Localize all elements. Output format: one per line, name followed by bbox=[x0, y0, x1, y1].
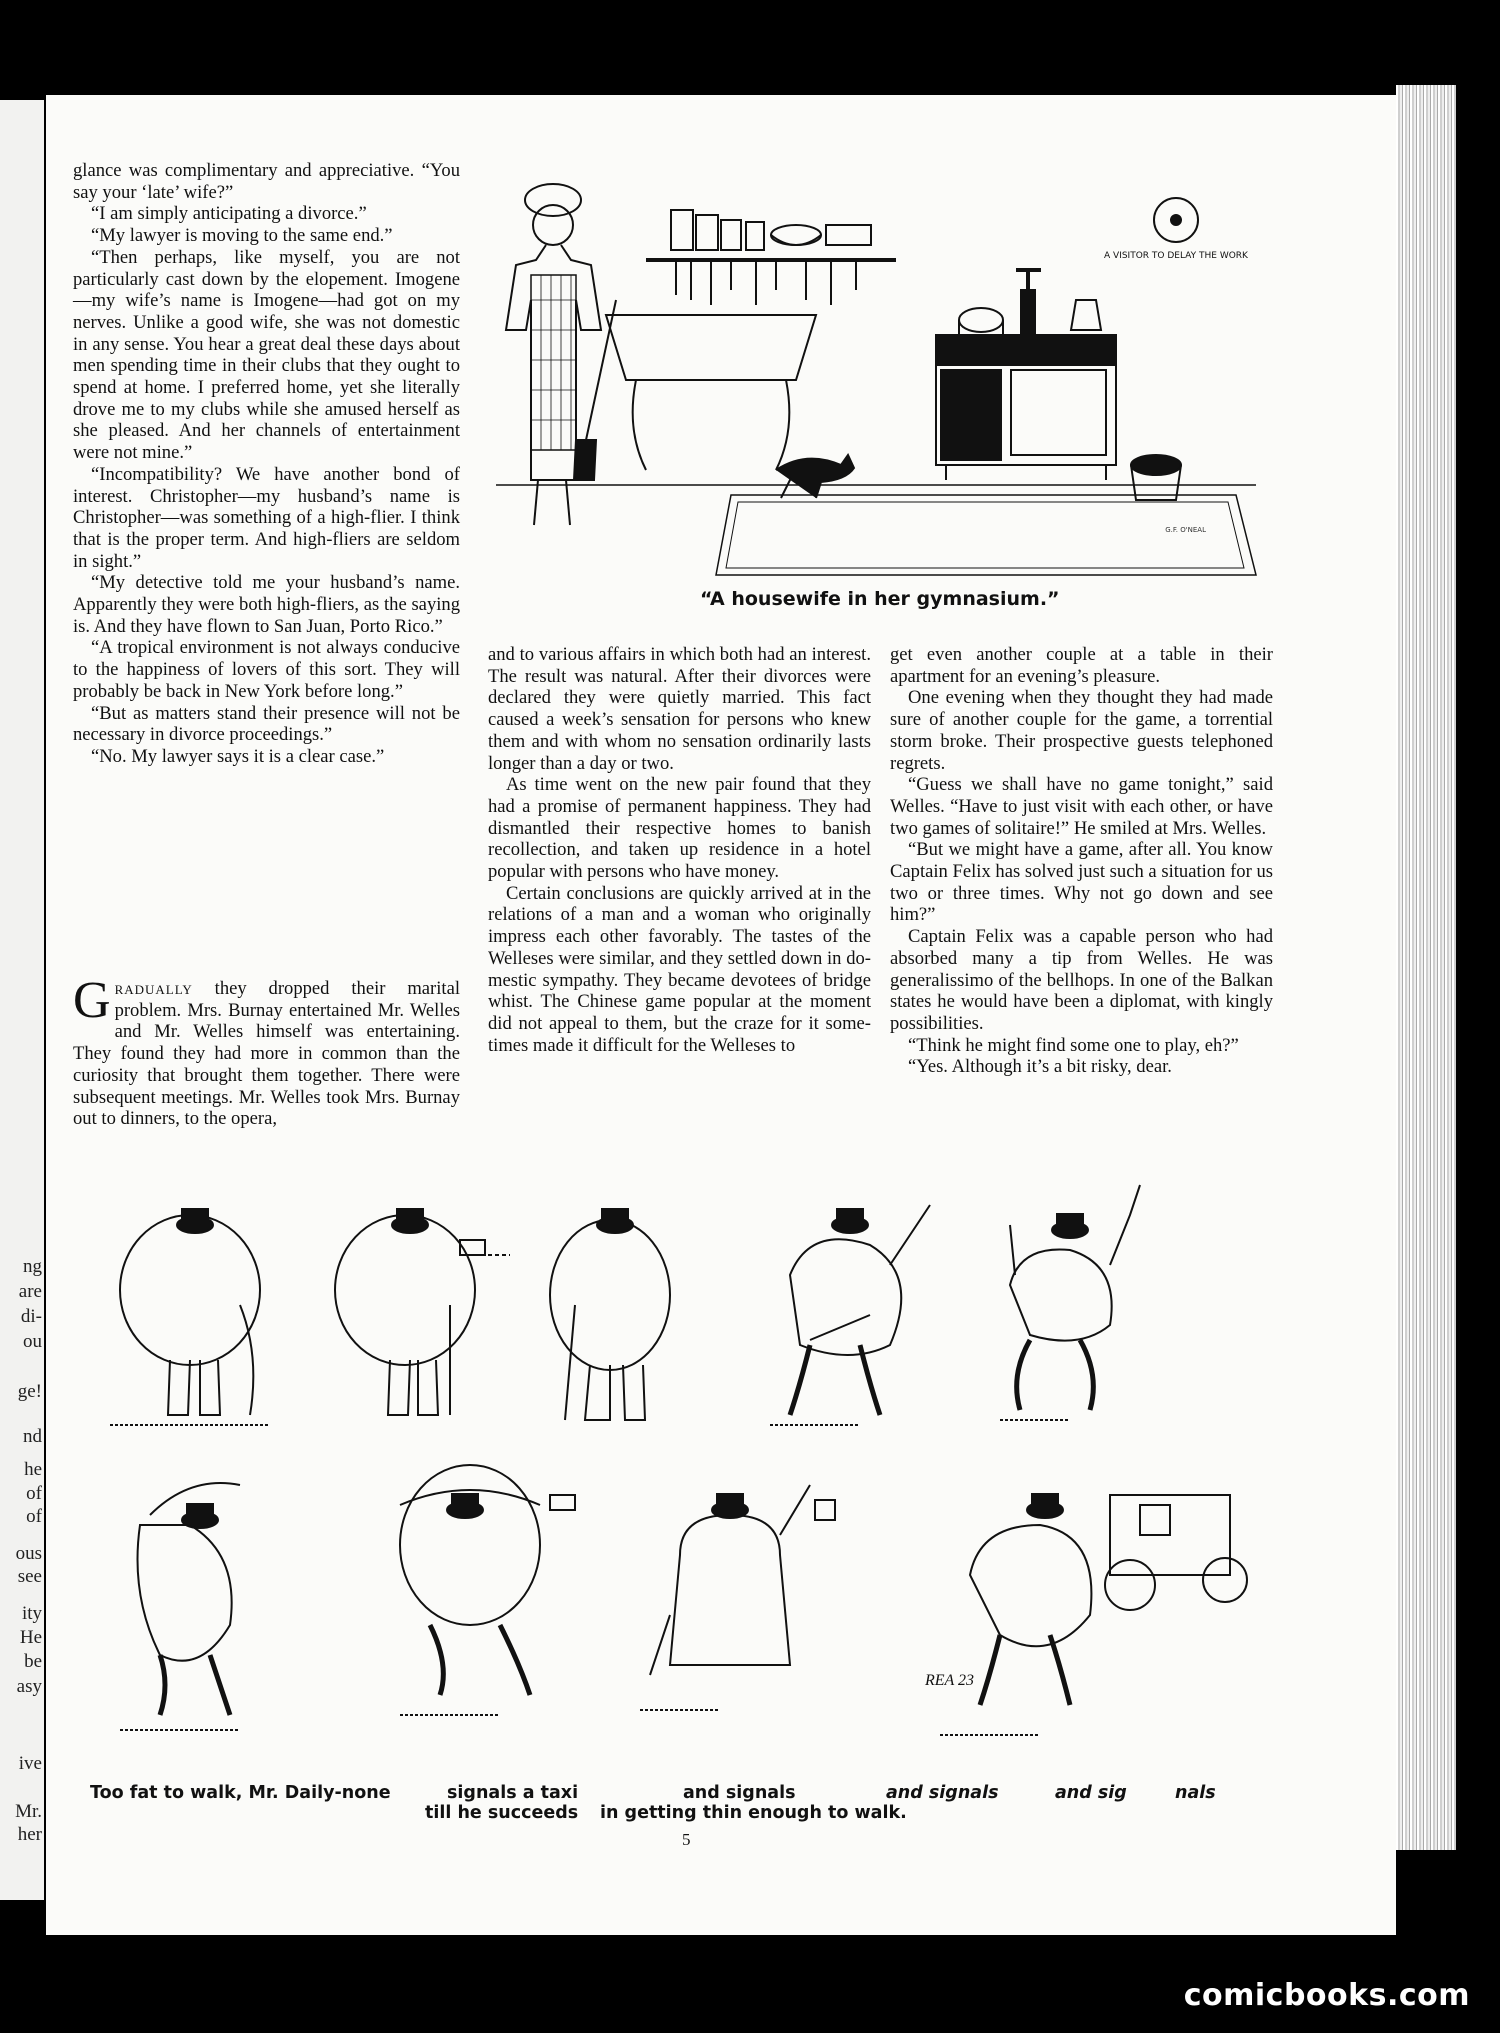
page-number: 5 bbox=[682, 1830, 691, 1849]
column-1-top bbox=[73, 160, 460, 768]
paragraph: “I am simply anticipating a divorce.” bbox=[91, 203, 367, 225]
paragraph: glance was complimentary and appreciative. “You say your ‘late’ wife?” bbox=[73, 160, 460, 203]
page-edge-stack bbox=[1396, 85, 1456, 1850]
facing-page-fragment: ity bbox=[21, 1603, 42, 1624]
paragraph-text: they dropped their marital problem. Mrs. Burnay entertained Mr. Welles and Mr. Welles himself was entertaining. They found they had more in common than the curiosity that brought them together. There were subsequent meetings. Mr. Welles took Mrs. Burnay out to dinners, to the opera, bbox=[73, 978, 460, 1130]
facing-page-fragment: of bbox=[26, 1506, 42, 1527]
paragraph: get even another couple at a table in their apartment for an evening’s pleasure. bbox=[890, 644, 1273, 687]
paragraph: “My detective told me your husband’s name. Apparently they were both high-fliers, as the saying is. And they have flown to San Juan, Porto Rico.” bbox=[73, 572, 460, 637]
strip-caption-6: nals bbox=[1175, 1783, 1216, 1803]
figure-4 bbox=[770, 1205, 930, 1425]
strip-caption-4: and signals bbox=[886, 1783, 999, 1803]
paragraph: “A tropical environment is not always conducive to the happiness of lovers of this sort. They will probably be back in New York before long.” bbox=[73, 637, 460, 702]
artist-signature: G.F. O'NEAL bbox=[1165, 526, 1206, 534]
top-illustration-caption: “A housewife in her gymnasium.” bbox=[700, 588, 1060, 610]
drop-cap: G bbox=[73, 972, 111, 1029]
facing-page-fragment: are bbox=[18, 1281, 42, 1302]
column-3 bbox=[890, 644, 1273, 1078]
paragraph: As time went on the new pair found that they had a promise of permanent happiness. They had dismantled their respective homes to banish recollection, and taken up residence in a hotel popular with persons who have money. bbox=[488, 774, 871, 883]
paragraph: “Then perhaps, like myself, you are not particularly cast down by the elopement. Imogene—my wife’s name is Imogene—had got on my nerves. Unlike a good wife, she was not domestic in any sense. You hear a great deal these days about men spending time in their clubs that they ought to spend at home. I preferred home, yet she literally drove me to my clubs while she amused herself as she pleased. And her channels of entertainment were not mine.” bbox=[73, 246, 460, 464]
figure-2 bbox=[335, 1209, 510, 1415]
figure-9 bbox=[924, 1494, 1247, 1735]
facing-page-fragment: he bbox=[24, 1459, 42, 1480]
paragraph: “Yes. Although it’s a bit risky, dear. bbox=[908, 1056, 1172, 1078]
facing-page-fragment: ou bbox=[23, 1331, 42, 1352]
strip-caption-2: signals a taxi bbox=[447, 1783, 579, 1803]
watermark: comicbooks.com bbox=[1183, 1978, 1470, 2013]
facing-page-fragment: ous bbox=[15, 1543, 42, 1564]
column-2 bbox=[488, 644, 871, 1056]
small-caps-lead: radually bbox=[114, 978, 193, 999]
dropcap-paragraph bbox=[73, 972, 460, 1130]
facing-page-fragment: ge! bbox=[17, 1381, 42, 1402]
visitor-sign-text: A VISITOR TO DELAY THE WORK bbox=[1104, 251, 1248, 261]
strip-caption-5: and sig bbox=[1055, 1783, 1127, 1803]
facing-page-fragment: di- bbox=[20, 1306, 42, 1327]
facing-page-fragment: see bbox=[17, 1566, 42, 1587]
mr-daily-none-comic-strip bbox=[70, 1165, 1300, 1765]
left-facing-page bbox=[0, 100, 44, 1900]
strip-caption-3: and signals bbox=[683, 1783, 796, 1803]
paragraph: and to various affairs in which both had an interest. The result was natural. After their divorces were declared they were quietly married. This fact caused a week’s sensation for persons who knew them and with whom no sensation ordinarily lasts longer than a day or two. bbox=[488, 644, 871, 774]
paragraph: One evening when they thought they had made sure of another couple for the game, a torrential storm broke. Their prospective guests telephoned regrets. bbox=[890, 687, 1273, 774]
figure-6 bbox=[120, 1483, 240, 1730]
facing-page-fragment: of bbox=[26, 1483, 42, 1504]
housewife-kitchen-illustration bbox=[476, 180, 1276, 580]
figure-5 bbox=[1000, 1185, 1140, 1420]
paragraph: Captain Felix was a capable person who had absorbed many a tip from Welles. He was generalissimo of the bellhops. In one of the Balkan states he would have been a diplomat, with kingly possibilities. bbox=[890, 926, 1273, 1034]
figure-1 bbox=[110, 1209, 270, 1425]
figure-8 bbox=[640, 1485, 835, 1710]
paragraph: “My lawyer is moving to the same end.” bbox=[91, 225, 393, 247]
facing-page-fragment: ng bbox=[23, 1256, 42, 1277]
facing-page-fragment: be bbox=[24, 1651, 42, 1672]
paragraph: “Guess we shall have no game tonight,” said Welles. “Have to just visit with each other, or have two games of solitaire!” He smiled at Mrs. Welles. bbox=[890, 774, 1273, 839]
paragraph: “Incompatibility? We have another bond of interest. Christopher—my husband’s name is Christopher—was something of a high-flier. I think that is the proper term. And high-fliers are seldom in sight.” bbox=[73, 463, 460, 572]
paragraph: “But we might have a game, after all. You know Captain Felix has solved just such a situation for us two or three times. Why not go down and see him?” bbox=[890, 839, 1273, 926]
facing-page-fragment: nd bbox=[23, 1426, 42, 1447]
figure-7 bbox=[400, 1465, 575, 1715]
paragraph: “Think he might find some one to play, eh?” bbox=[908, 1034, 1239, 1056]
strip-caption-1: Too fat to walk, Mr. Daily-none bbox=[90, 1783, 391, 1803]
strip-artist-signature: REA 23 bbox=[925, 1672, 975, 1689]
column-1-section-two bbox=[73, 972, 460, 1130]
facing-page-fragment: He bbox=[19, 1627, 42, 1648]
facing-page-fragment: asy bbox=[16, 1676, 42, 1697]
facing-page-fragment: ive bbox=[18, 1753, 42, 1774]
paragraph: “But as matters stand their presence will not be necessary in divorce proceedings.” bbox=[73, 702, 460, 746]
paragraph: “No. My lawyer says it is a clear case.” bbox=[91, 745, 385, 767]
facing-page-fragment: her bbox=[17, 1824, 42, 1845]
paragraph: Certain conclusions are quickly arrived at in the relations of a man and a woman who originally impress each other favorably. The tastes of the Welleses were similar, and they settled down in domestic sympathy. They became devotees of bridge whist. The Chinese game popular at the moment did not appeal to them, but the craze for it sometimes made it difficult for the Welleses to bbox=[488, 882, 871, 1056]
strip-caption-row2-1: till he succeeds bbox=[425, 1803, 579, 1823]
figure-3 bbox=[550, 1209, 670, 1420]
strip-caption-row2-2: in getting thin enough to walk. bbox=[600, 1803, 907, 1823]
facing-page-fragment: Mr. bbox=[15, 1801, 42, 1822]
